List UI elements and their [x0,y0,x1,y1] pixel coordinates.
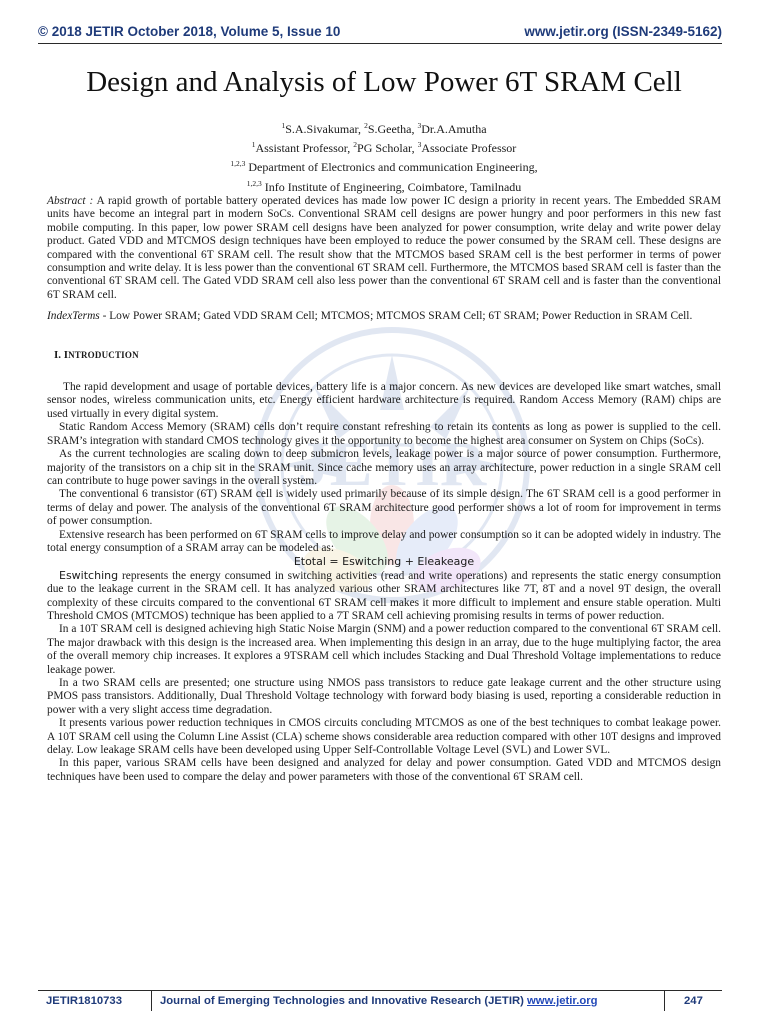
author-names: $^1$S.A.Sivakumar, $^2$S.Geetha, $^3$Dr.A.Amutha [281,121,487,136]
author-name: Dr.A.Amutha [421,122,487,136]
page-footer [38,995,722,1013]
author-name: S.A.Sivakumar, [285,122,365,136]
paper-title: Design and Analysis of Low Power 6T SRAM Cell [86,66,682,98]
author-role: Assistant Professor, [255,141,354,156]
eswitching-term: Eswitching [59,568,119,582]
footer-rule [38,990,722,991]
footer-journal: Journal of Emerging Technologies and Innovative Research (JETIR) www.jetir.org [160,995,598,1007]
section-heading-introduction: I. INTRODUCTION [54,348,139,361]
running-header [38,22,722,42]
intro-paragraph-5: Extensive research has been performed on 6T SRAM cells to improve delay and power consumption so it can be adopted widely in industry. The total energy consumption of a SRAM array can be modeled as: [47,528,721,554]
author-department: $^{1,2,3}$ Department of Electronics and communication Engineering, [230,159,538,175]
intro-paragraph-6: Eswitching represents the energy consumed in switching activities (read and write operations) and represents the static energy consumption due to the leakage current in the SRAM cell. It has analyzed various other SRAM architectures like 7T, 8T and a novel 9T design, the overall complexity of these circuits compared to the conventional 6T SRAM cell makes it more difficult to implement and ensure stable operation. Multi Threshold CMOS (MTCMOS) technique has been applied to a 7T SRAM cell achieving promising results in terms of power reduction. [47,568,721,622]
abstract [47,195,721,302]
author-name: S.Geetha, [367,122,418,136]
header-website-issn: www.jetir.org (ISSN-2349-5162) [524,24,722,39]
footer-website-link[interactable]: www.jetir.org [527,995,598,1007]
header-rule [38,43,722,44]
index-terms-text: - Low Power SRAM; Gated VDD SRAM Cell; MTCMOS; MTCMOS SRAM Cell; 6T SRAM; Power Reduction in SRAM Cell. [99,310,693,323]
intro-paragraph-1: The rapid development and usage of portable devices, battery life is a major concern. As new devices are developed like smart watches, small sensor nodes, wireless communication units, etc. Energy efficient hardware architecture is required. Random Access Memory (RAM) chips are used virtually in every digital system. [47,381,721,420]
abstract-label: Abstract : [47,195,94,207]
intro-paragraph-3: As the current technologies are scaling down to deep submicron levels, leakage power is a major source of power consumption. Furthermore, majority of the transistors on a chip sit in the SRAM unit. Since cache memory uses an array architecture, power reduction in a single SRAM cell can contribute to huge power savings in the overall system. [47,448,721,487]
author-role: PG Scholar, [357,141,418,156]
footer-paper-id: JETIR1810733 [46,995,122,1007]
index-terms-label: IndexTerms [47,310,100,323]
intro-paragraph-10: In this paper, various SRAM cells have been designed and analyzed for delay and power consumption. Gated VDD and MTCMOS design techniques have been used to compare the delay and power parameters with those of the conventional 6T SRAM cell. [47,757,721,783]
intro-paragraph-2: Static Random Access Memory (SRAM) cells don’t require constant refreshing to retain its contents as long as power is supplied to the cell. SRAM’s integration with standard CMOS technology gives it the opportunity to become the highest area consumer on System on Chips (SoCs). [47,421,721,447]
author-institution: $^{1,2,3}$ Info Institute of Engineering, Coimbatore, Tamilnadu [246,178,522,194]
abstract-text: A rapid growth of portable battery operated devices has made low power IC design a priority in recent years. The Embedded SRAM units have become an integral part in modern SoCs. Conventional SRAM cell designs are power hungry and poor performers in this new fast mobile computing. In this paper, low power SRAM cell designs have been analyzed for power consumption, write delay and write power delay product. Gated VDD and MTCMOS design techniques have been employed to reduce the power consumed by the SRAM cell. These designs are compared with the conventional 6T SRAM cell. The result show that the MTCMOS based SRAM cell is the best performer in terms of power consumption and write delay. It is less power than the conventional 6T SRAM cell. Furthermore, the MTCMOS based SRAM cell is faster than the conventional 6T SRAM cell. The Gated VDD SRAM cell also less power than the conventional 6T SRAM cell and is faster than the conventional 6T SRAM cell. [47,195,721,301]
watermark-text: JETIR [297,428,487,499]
header-journal-info: © 2018 JETIR October 2018, Volume 5, Issue 10 [38,24,341,39]
footer-divider [664,991,665,1011]
intro-paragraph-7: In a 10T SRAM cell is designed achieving high Static Noise Margin (SNM) and a power reduction compared to the conventional 6T SRAM cell. The major drawback with this design is the increased area. When implementing this design in an array, due to the huge multiplying factor, the area of the overall memory chip increases. It explores a 9TSRAM cell which includes Stacking and Dual Threshold Voltage implementations to reduce leakage power. [47,623,721,676]
energy-equation: Etotal = Eswitching + Eleakeage [293,555,475,569]
page-number: 247 [684,995,703,1007]
index-terms [47,310,721,323]
intro-paragraph-4: The conventional 6 transistor (6T) SRAM cell is widely used primarily because of its simple design. The 6T SRAM cell is a good performer in terms of delay and power. The analysis of the conventional 6T SRAM architecture good performer shows a lot of room for improvement in terms of power consumption. [47,488,721,528]
author-block [38,118,730,195]
paper-body [47,195,721,784]
intro-paragraph-8: In a two SRAM cells are presented; one structure using NMOS pass transistors to reduce gate leakage current and the other structure using PMOS pass transistors. Additionally, Dual Threshold Voltage technology with forward body biasing is used, reporting a considerable reduction in power with a very slight access time degradation. [47,677,721,716]
footer-divider [151,991,152,1011]
author-roles: $^1$Assistant Professor, $^2$PG Scholar, $^3$Associate Professor [251,140,517,156]
intro-paragraph-9: It presents various power reduction techniques in CMOS circuits concluding MTCMOS as one of the best techniques to combat leakage power. A 10T SRAM cell using the Column Line Assist (CLA) scheme shows considerable area reduction compared with other 10T designs and improved delay. Low leakage SRAM cells have been developed using Upper Self-Controllable Voltage Level (SVL) and Lower SVL. [47,717,721,757]
author-role: Associate Professor [421,141,517,156]
